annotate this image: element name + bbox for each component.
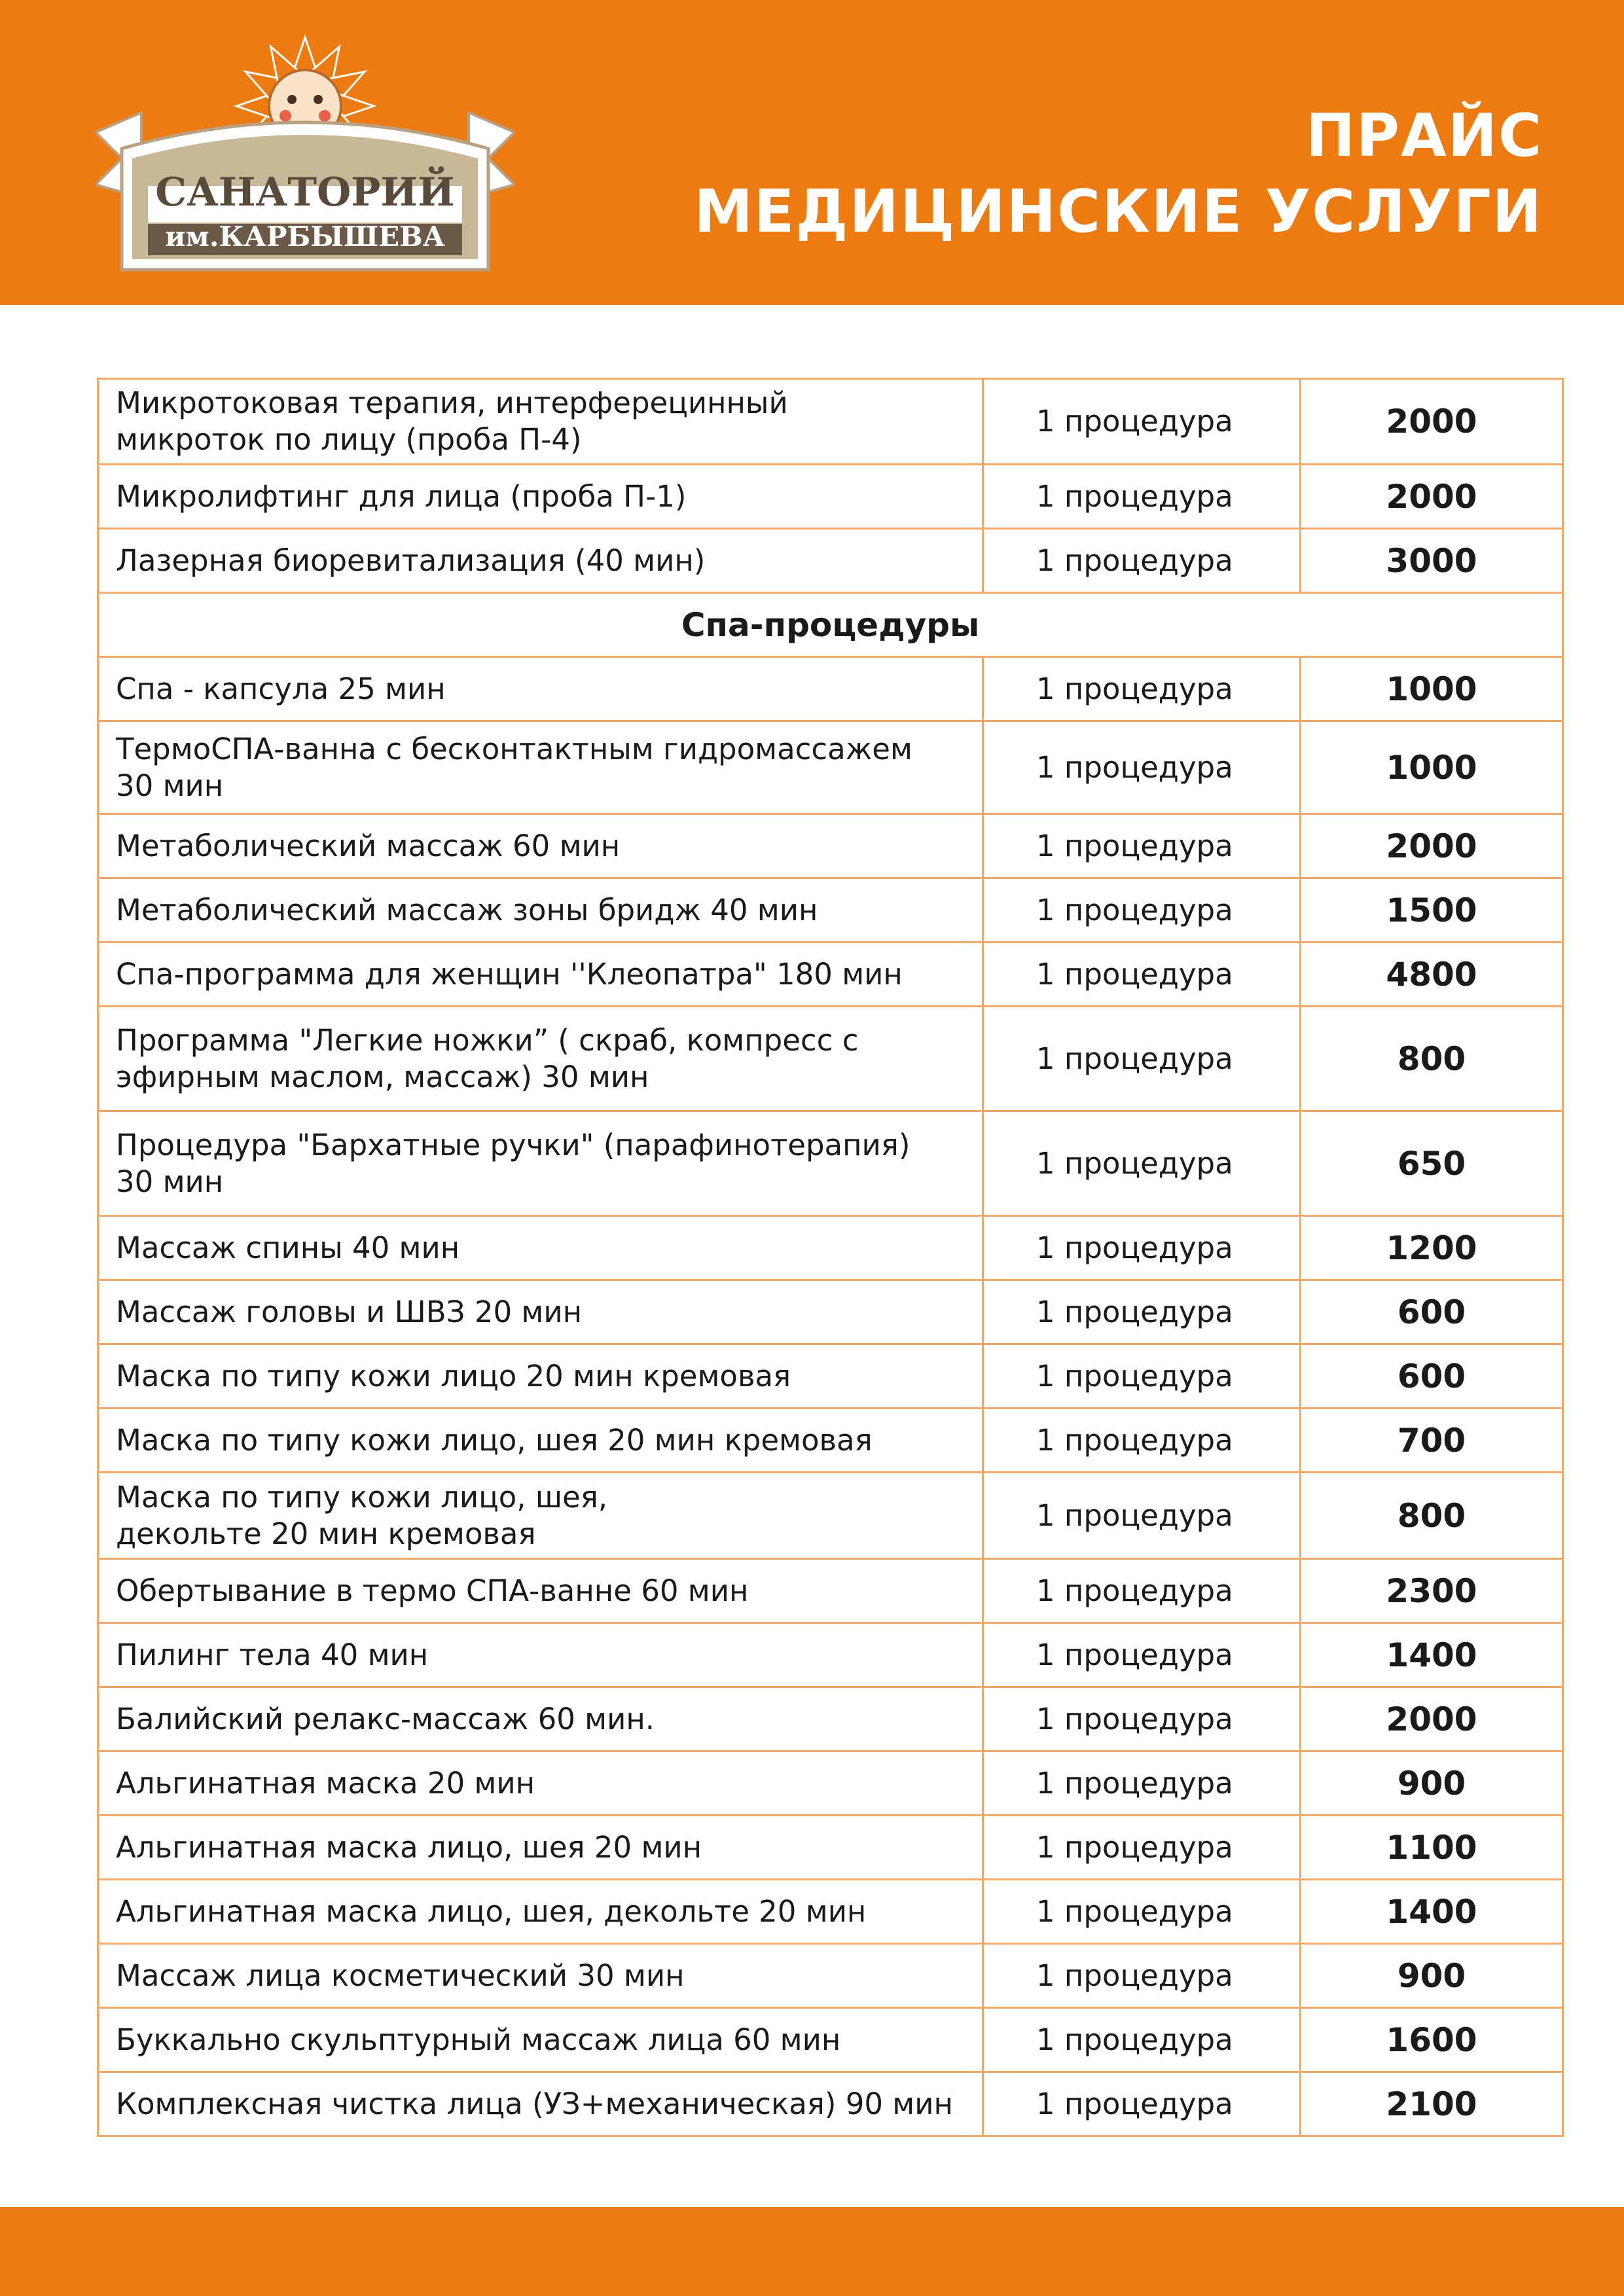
- service-unit: 1 процедура: [983, 1216, 1301, 1280]
- service-name: Маска по типу кожи лицо 20 мин кремовая: [116, 1358, 791, 1393]
- service-unit: 1 процедура: [983, 1473, 1301, 1559]
- service-price: 4800: [1301, 942, 1563, 1007]
- service-price: 1000: [1301, 657, 1563, 721]
- service-name-cell: [98, 379, 983, 465]
- service-price: 800: [1301, 1007, 1563, 1111]
- service-name-cell: [98, 465, 983, 529]
- title-line-2: МЕДИЦИНСКИЕ УСЛУГИ: [694, 177, 1543, 246]
- service-price: 2000: [1301, 465, 1563, 529]
- service-price: 900: [1301, 1944, 1563, 2008]
- service-name: Пилинг тела 40 мин: [116, 1637, 429, 1672]
- table-row: [98, 529, 1563, 593]
- service-name: Лазерная биоревитализация (40 мин): [116, 543, 706, 578]
- service-price: 800: [1301, 1473, 1563, 1559]
- service-price: 1400: [1301, 1623, 1563, 1687]
- service-name-cell: [98, 1751, 983, 1816]
- service-name: Программа "Легкие ножки” ( скраб, компресс с эфирным маслом, массаж) 30 мин: [116, 1022, 859, 1094]
- service-name: Процедура "Бархатные ручки" (парафинотерапия) 30 мин: [116, 1127, 911, 1199]
- service-unit: 1 процедура: [983, 1408, 1301, 1473]
- service-price: 2000: [1301, 1687, 1563, 1751]
- service-name: Массаж спины 40 мин: [116, 1230, 460, 1265]
- table-row: [98, 721, 1563, 814]
- service-unit: 1 процедура: [983, 2008, 1301, 2072]
- service-unit: 1 процедура: [983, 1816, 1301, 1880]
- table-row: [98, 1880, 1563, 1944]
- service-price: 1100: [1301, 1816, 1563, 1880]
- service-name: Метаболический массаж 60 мин: [116, 828, 621, 863]
- title-line-1: ПРАЙС: [1305, 101, 1543, 170]
- service-price: 900: [1301, 1751, 1563, 1816]
- service-name: Альгинатная маска лицо, шея, декольте 20 мин: [116, 1893, 867, 1929]
- service-name: Массаж лица косметический 30 мин: [116, 1958, 685, 1993]
- service-price: 3000: [1301, 529, 1563, 593]
- table-row: [98, 2008, 1563, 2072]
- service-unit: 1 процедура: [983, 721, 1301, 814]
- service-unit: 1 процедура: [983, 529, 1301, 593]
- service-name: Обертывание в термо СПА-ванне 60 мин: [116, 1573, 749, 1608]
- service-name-cell: [98, 657, 983, 721]
- service-unit: 1 процедура: [983, 1280, 1301, 1344]
- table-row: [98, 1473, 1563, 1559]
- service-name: Спа-программа для женщин ''Клеопатра" 180 мин: [116, 956, 903, 992]
- table-row: [98, 1559, 1563, 1623]
- service-name: ТермоСПА-ванна с бесконтактным гидромассажем 30 мин: [116, 731, 912, 803]
- footer-banner: [0, 2207, 1624, 2296]
- service-name-cell: [98, 1280, 983, 1344]
- table-row: [98, 1408, 1563, 1473]
- table-row: [98, 1687, 1563, 1751]
- table-row: [98, 814, 1563, 878]
- service-unit: 1 процедура: [983, 1880, 1301, 1944]
- service-price: 1400: [1301, 1880, 1563, 1944]
- table-row: [98, 1816, 1563, 1880]
- service-price: 700: [1301, 1408, 1563, 1473]
- service-name: Альгинатная маска 20 мин: [116, 1765, 535, 1801]
- table-row: [98, 1111, 1563, 1216]
- price-table: [97, 378, 1564, 2137]
- service-name-cell: [98, 1216, 983, 1280]
- service-price: 600: [1301, 1280, 1563, 1344]
- service-name-cell: [98, 1111, 983, 1216]
- section-row: [98, 593, 1563, 657]
- table-row: [98, 1944, 1563, 2008]
- service-name-cell: [98, 1880, 983, 1944]
- table-row: [98, 1216, 1563, 1280]
- service-name: Балийский релакс-массаж 60 мин.: [116, 1701, 655, 1736]
- sanatorium-logo: [96, 34, 514, 276]
- logo-subtitle: им.КАРБЫШЕВА: [165, 221, 445, 253]
- service-unit: 1 процедура: [983, 657, 1301, 721]
- service-name: Микролифтинг для лица (проба П-1): [116, 478, 687, 514]
- service-name-cell: [98, 1473, 983, 1559]
- logo-name: САНАТОРИЙ: [155, 170, 455, 215]
- service-price: 2000: [1301, 814, 1563, 878]
- service-unit: 1 процедура: [983, 1623, 1301, 1687]
- table-row: [98, 1344, 1563, 1408]
- page-title: [694, 98, 1543, 250]
- service-name-cell: [98, 1007, 983, 1111]
- service-name-cell: [98, 814, 983, 878]
- service-unit: 1 процедура: [983, 1944, 1301, 2008]
- service-price: 1200: [1301, 1216, 1563, 1280]
- service-name-cell: [98, 1623, 983, 1687]
- table-row: [98, 379, 1563, 465]
- table-row: [98, 1751, 1563, 1816]
- service-price: 1600: [1301, 2008, 1563, 2072]
- service-name-cell: [98, 2008, 983, 2072]
- service-name-cell: [98, 2072, 983, 2136]
- service-name: Комплексная чистка лица (УЗ+механическая) 90 мин: [116, 2086, 953, 2121]
- service-name: Микротоковая терапия, интерферецинный микроток по лицу (проба П-4): [116, 386, 788, 457]
- service-name: Маска по типу кожи лицо, шея, декольте 20 мин кремовая: [116, 1479, 608, 1551]
- table-row: [98, 1007, 1563, 1111]
- service-price: 1500: [1301, 878, 1563, 942]
- service-name-cell: [98, 1344, 983, 1408]
- service-unit: 1 процедура: [983, 1344, 1301, 1408]
- table-row: [98, 878, 1563, 942]
- section-title: Спа-процедуры: [98, 593, 1563, 657]
- service-name: Метаболический массаж зоны бридж 40 мин: [116, 892, 818, 927]
- table-row: [98, 1280, 1563, 1344]
- service-price: 650: [1301, 1111, 1563, 1216]
- service-name: Буккально скульптурный массаж лица 60 мин: [116, 2022, 841, 2057]
- table-row: [98, 657, 1563, 721]
- table-row: [98, 2072, 1563, 2136]
- service-price: 2100: [1301, 2072, 1563, 2136]
- service-name-cell: [98, 529, 983, 593]
- service-unit: 1 процедура: [983, 878, 1301, 942]
- service-name: Альгинатная маска лицо, шея 20 мин: [116, 1829, 702, 1865]
- service-unit: 1 процедура: [983, 379, 1301, 465]
- service-name: Массаж головы и ШВЗ 20 мин: [116, 1294, 583, 1329]
- service-price: 2300: [1301, 1559, 1563, 1623]
- service-unit: 1 процедура: [983, 2072, 1301, 2136]
- service-unit: 1 процедура: [983, 942, 1301, 1007]
- service-price: 600: [1301, 1344, 1563, 1408]
- service-name-cell: [98, 878, 983, 942]
- table-row: [98, 465, 1563, 529]
- service-name-cell: [98, 942, 983, 1007]
- service-name-cell: [98, 721, 983, 814]
- service-unit: 1 процедура: [983, 814, 1301, 878]
- service-name-cell: [98, 1816, 983, 1880]
- service-unit: 1 процедура: [983, 1559, 1301, 1623]
- service-unit: 1 процедура: [983, 1111, 1301, 1216]
- service-name-cell: [98, 1687, 983, 1751]
- table-row: [98, 942, 1563, 1007]
- service-unit: 1 процедура: [983, 1687, 1301, 1751]
- service-unit: 1 процедура: [983, 465, 1301, 529]
- service-name-cell: [98, 1559, 983, 1623]
- service-price: 1000: [1301, 721, 1563, 814]
- service-price: 2000: [1301, 379, 1563, 465]
- service-name-cell: [98, 1408, 983, 1473]
- service-name: Спа - капсула 25 мин: [116, 671, 446, 706]
- service-unit: 1 процедура: [983, 1751, 1301, 1816]
- table-row: [98, 1623, 1563, 1687]
- service-name-cell: [98, 1944, 983, 2008]
- service-unit: 1 процедура: [983, 1007, 1301, 1111]
- service-name: Маска по типу кожи лицо, шея 20 мин кремовая: [116, 1422, 873, 1458]
